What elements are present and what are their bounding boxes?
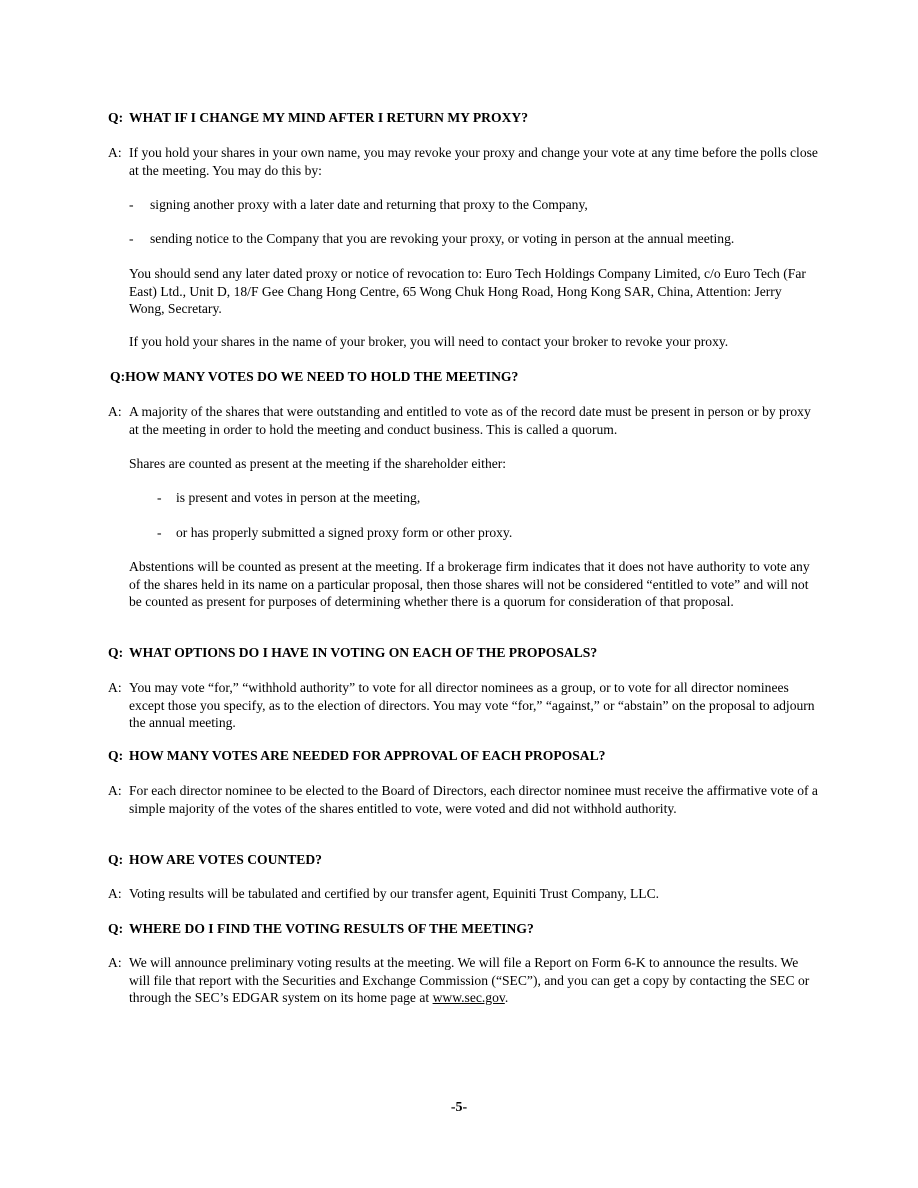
question-heading <box>108 920 828 938</box>
question-heading <box>110 368 830 386</box>
bullet-item: sending notice to the Company that you are revoking your proxy, or voting in person at the annual meeting. <box>150 231 735 246</box>
answer-label: A: <box>108 145 122 160</box>
answer-paragraph: Voting results will be tabulated and certified by our transfer agent, Equiniti Trust Company, LLC. <box>129 886 660 901</box>
question-text: WHAT IF I CHANGE MY MIND AFTER I RETURN MY PROXY? <box>129 110 529 125</box>
sec-website-link[interactable]: www.sec.gov <box>432 990 505 1005</box>
question-label: Q: <box>110 369 126 384</box>
bullet-item: is present and votes in person at the meeting, <box>176 490 421 505</box>
answer-label: A: <box>108 404 122 419</box>
answer-label: A: <box>108 680 122 695</box>
body-paragraph: Shares are counted as present at the meeting if the shareholder either: <box>129 456 507 471</box>
question-heading <box>108 644 828 662</box>
bullet-item: signing another proxy with a later date and returning that proxy to the Company, <box>150 197 588 212</box>
question-label: Q: <box>108 852 124 867</box>
bullet-dash: - <box>157 525 162 540</box>
question-heading <box>108 747 828 765</box>
question-label: Q: <box>108 748 124 763</box>
body-paragraph: You should send any later dated proxy or notice of revocation to: Euro Tech Holdings Company Limited, c/o Euro Tech (Far East) Ltd., Unit D, 18/F Gee Chang Hong Centre, 65 Wong Chuk Hong Road, Hong Kong SAR, China, Attention: Jerry Wong, Secretary. <box>129 266 806 316</box>
question-text: WHAT OPTIONS DO I HAVE IN VOTING ON EACH OF THE PROPOSALS? <box>129 645 598 660</box>
page-number: -5- <box>450 1100 468 1115</box>
answer-label: A: <box>108 886 122 901</box>
body-paragraph: Abstentions will be counted as present at the meeting. If a brokerage firm indicates that it does not have authority to vote any of the shares held in its name on a particular proposal, then those shares will not be considered “entitled to vote” and will not be counted as present for purposes of determining whether there is a quorum for consideration of that proposal. <box>129 559 810 609</box>
bullet-item: or has properly submitted a signed proxy form or other proxy. <box>176 525 513 540</box>
bullet-dash: - <box>157 490 162 505</box>
question-heading <box>108 109 828 127</box>
answer-label: A: <box>108 783 122 798</box>
question-text: HOW MANY VOTES DO WE NEED TO HOLD THE MEETING? <box>125 369 519 384</box>
question-heading <box>108 851 828 869</box>
answer-paragraph: You may vote “for,” “withhold authority” to vote for all director nominees as a group, or to vote for all director nominees except those you specify, as to the election of directors. You may vote “for,” “against,” or “abstain” on the proposal to adjourn the annual meeting. <box>129 680 815 730</box>
question-text: HOW ARE VOTES COUNTED? <box>129 852 322 867</box>
body-paragraph: If you hold your shares in the name of your broker, you will need to contact your broker to revoke your proxy. <box>129 334 729 349</box>
answer-paragraph: If you hold your shares in your own name, you may revoke your proxy and change your vote at any time before the polls close at the meeting. You may do this by: <box>129 145 818 178</box>
question-text: WHERE DO I FIND THE VOTING RESULTS OF THE MEETING? <box>129 921 534 936</box>
answer-paragraph: A majority of the shares that were outstanding and entitled to vote as of the record date must be present in person or by proxy at the meeting in order to hold the meeting and conduct business. This is called a quorum. <box>129 404 811 437</box>
bullet-dash: - <box>129 197 134 212</box>
answer-label: A: <box>108 955 122 970</box>
question-label: Q: <box>108 921 124 936</box>
answer-text: We will announce preliminary voting results at the meeting. We will file a Report on Form 6-K to announce the results. We will file that report with the Securities and Exchange Commission (“SEC”), and you can get a copy by contacting the SEC or through the SEC’s EDGAR system on its home page at <box>129 955 810 1005</box>
answer-paragraph: For each director nominee to be elected to the Board of Directors, each director nominee must receive the affirmative vote of a simple majority of the votes of the shares entitled to vote, were voted and did not withhold authority. <box>129 783 818 816</box>
answer-end: . <box>504 990 509 1005</box>
question-label: Q: <box>108 110 124 125</box>
question-label: Q: <box>108 645 124 660</box>
question-text: HOW MANY VOTES ARE NEEDED FOR APPROVAL OF EACH PROPOSAL? <box>129 748 606 763</box>
answer-paragraph <box>129 954 819 1007</box>
bullet-dash: - <box>129 231 134 246</box>
